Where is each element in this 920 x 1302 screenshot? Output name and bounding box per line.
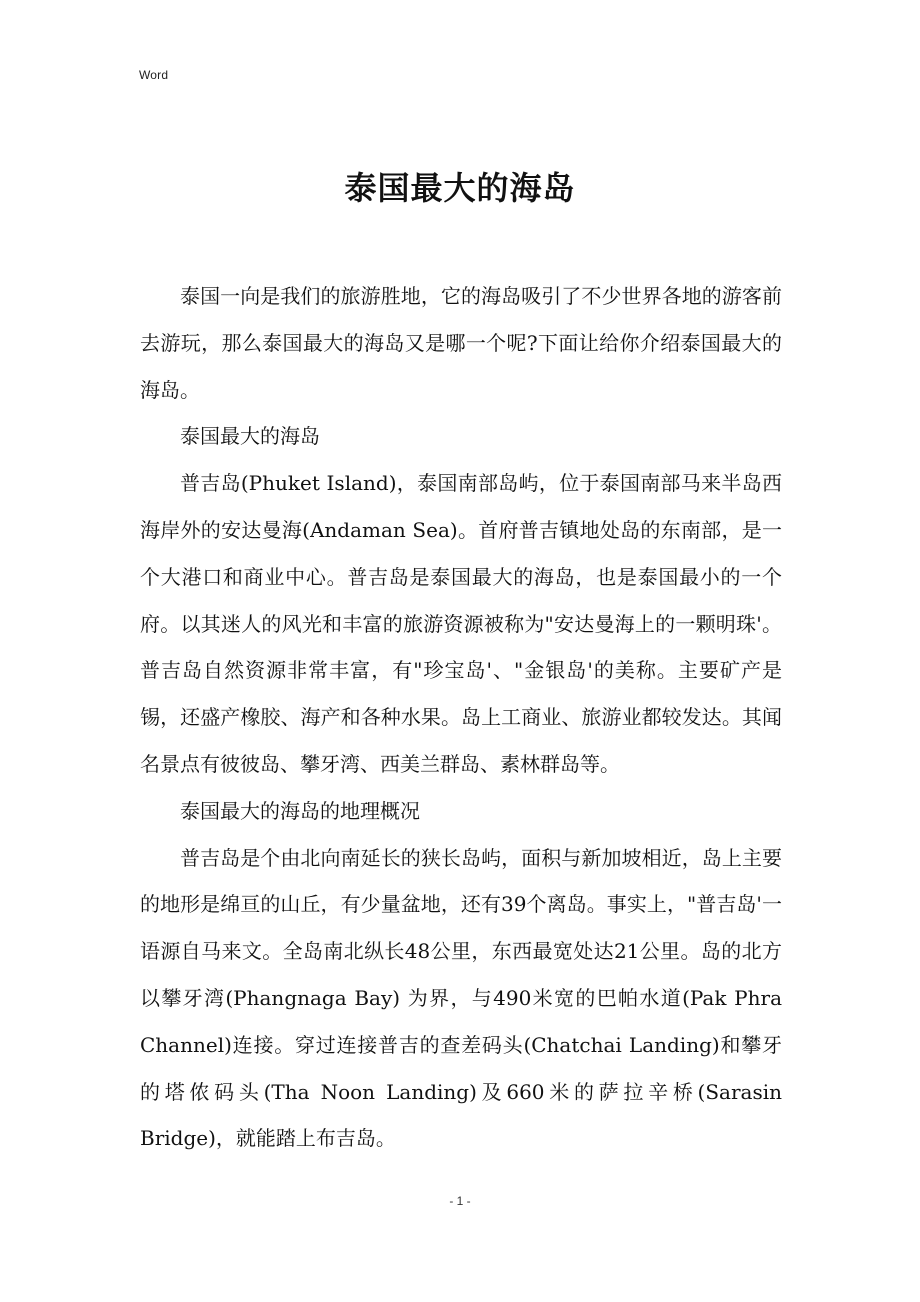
document-body [140,273,782,1162]
document-title: 泰国最大的海岛 [344,169,576,208]
section-heading-geography: 泰国最大的海岛的地理概况 [180,798,420,823]
phuket-overview-paragraph: 普吉岛(Phuket Island)，泰国南部岛屿，位于泰国南部马来半岛西海岸外的安达曼海(Andaman Sea)。首府普吉镇地处岛的东南部，是一个大港口和商业中心。普吉岛是泰国最大的海岛，也是泰国最小的一个府。以其迷人的风光和丰富的旅游资源被称为"安达曼海上的一颗明珠'。普吉岛自然资源非常丰富，有"珍宝岛'、"金银岛'的美称。主要矿产是锡，还盛产橡胶、海产和各种水果。岛上工商业、旅游业都较发达。其闻名景点有彼彼岛、攀牙湾、西美兰群岛、素林群岛等。 [140,471,782,776]
page-number: - 1 - [449,1194,471,1208]
geography-paragraph: 普吉岛是个由北向南延长的狭长岛屿，面积与新加坡相近，岛上主要的地形是绵亘的山丘，有少量盆地，还有39个离岛。事实上，"普吉岛'一语源自马来文。全岛南北纵长48公里，东西最宽处达21公里。岛的北方以攀牙湾(Phangnaga Bay) 为界，与490米宽的巴帕水道(Pak Phra Channel)连接。穿过连接普吉的查差码头(Chatchai Landing)和攀牙的塔侬码头(Tha Noon Landing)及660米的萨拉辛桥(Sarasin Bridge)，就能踏上布吉岛。 [140,845,782,1151]
document-header-label: Word [139,68,169,82]
intro-paragraph: 泰国一向是我们的旅游胜地，它的海岛吸引了不少世界各地的游客前去游玩，那么泰国最大的海岛又是哪一个呢?下面让给你介绍泰国最大的海岛。 [140,284,782,402]
section-heading-largest-island: 泰国最大的海岛 [180,424,320,449]
